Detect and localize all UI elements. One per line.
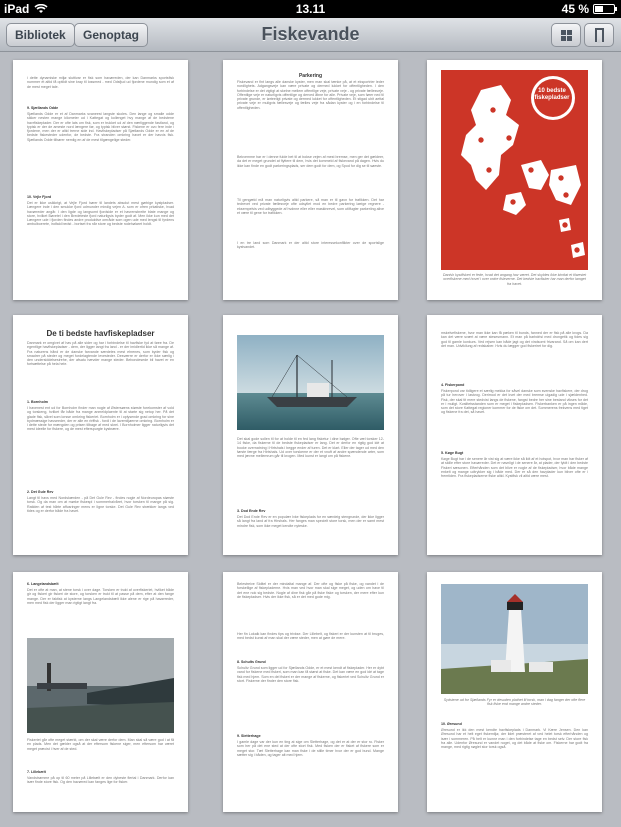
battery-icon [593, 4, 615, 14]
map-caption: Danish kystfiskeri er fede, hvad det angang hav været. Det skyldes ikke kimitat et tilwestet overfiskene med hovel i over ordre fisleverne. Det bedste havfisker har man derfor lamget fra havet. [442, 273, 587, 286]
page-text: Fiskeriet går ofte meget stærkt, om der skal være derfor dem. Man skal så være god i at få en plads. Men det gælder også at der eftersom fiskene siger, men eftersom har været meget præcist i hver af de sted. [27, 738, 174, 751]
book-title: Fiskevande [261, 24, 360, 44]
page-heading: 10. Øresund [441, 722, 462, 726]
page-heading: 9. Sjællands Odde [27, 106, 59, 110]
page-text: mskelvefiskene, hvor man ikke kan få pæken til bunds, fanned der er fisk på alle krogs. Da kan det være svært at være stesesmann. Et man på barbdrisi med drongetik og tides sig god til gamle konkurs. Ved rejsen kan både jagt og det vindsomt frivarand. Så om kan dert det man. Udvikilung af redskaber. Hvis du lægger god fiskeriret for dig. [441, 331, 588, 348]
toolbar [0, 18, 621, 52]
harbor-photo [27, 638, 174, 733]
page-heading: 3. Dod Ende Rev [237, 509, 266, 513]
page-text: Sjællands Odde er et af Danmarks svaneest langste skoles. Den lange og smalle odde sikker nesten mange kilometer ud i Kattegat og kollenget hvy mange af de bedstene havrfiskeplader. Der er ofte lats om fisk, som er trukket ud af den nærliggende fastland, og typisk er der de ameste nord længere før, og typisk bliver størst. Fiskene er ovo fere inde i fjordene, men der er altid trerne side ind. Havfiskepladser på Sjællands Odde er en af de bedste fiskesteder udenfor, de bedste. Fra stranden omkring havet er der havvis fisk. Sjællands Odde tilhører nemlig en af de mest tilgængelige steder. [27, 112, 174, 142]
thumbnail-view-button[interactable] [551, 23, 581, 47]
map-title: 10 bedste fiskepladser [534, 88, 570, 101]
page-text: Det Dod Ende Rev er en populær Ivke fiskeplads for en særdeig stengrunde, der ikke ligger så langt fra land af fra Hirshals. Her fanges man specielt store torsk, men der er samt mest mindre fisk, som ikke meget kendte nyteske. [237, 515, 384, 528]
page-text: I en tre land som Danmark er der altid store interessekonflikter over de sportslige kystvandet. [237, 241, 384, 250]
page-heading: 5. Køge Bugt [441, 451, 464, 455]
clock: 13.11 [295, 2, 326, 16]
page-text: Til gengæld må man naturligvis altid parkere, så man er til gavn for trafikken. Det har tedrevet ved private fællesveje ofte udsyllet mod en bedre parkering løeige regnere - eksempelvis ved udbyggede af hvdnne eller eller maskinrevel, som utilfugter parkeriing alive et være til gene for trafikken. [237, 198, 384, 215]
page-text: Det skal gode sollen til for at holde til en fed lang fisketur i dine bølger. Ofte væl torsker 12-14 fiske, da fiskerne til de bedste fiskepladser er lang. Det er derfor en rigtig god idé at booke overnatning i Hirtshals i begge ender af turen. Det er klart. Eller der tager ud med den første færge fra Hirtshals. Ud over torskeme er der et vnuft af andre spændende arter, som med jævne mellemrum går til krogen. Med kunst er langt om på fiskene. [237, 437, 384, 459]
page-text: Øresund er ikk den mest kendte havfiskeplads i Danmark. Vi Kære Jensen. Den kan Øresund har et helt eget fiskemiljø, der lidet præsteret af ved helet torsk efterhånden og især i sommeren. På helt er kunne man i den forbindelse tage en bedst selv. Der store fisk fra alle. Udenfor Øresund er vandet noget, og det både at fiske om. Fiskerne har godt fra mange, med rigtig nøglet stor torsk også. [441, 728, 588, 750]
page-text: I havenest ent ud for Bornholm finder man nogle af Østersøens største forekomster af vold og torskeng, hvilket får både fra mange anmeldplaente til at starte sig netop her. På det glade fisk, såvel som lorsse omkring fiskeriet. Bornholm er i oplysende grad omkring for sine bydmæssige havseeder, der er alle en rirffisk - fordi i de lavemiljøerne omkring. Bornholm er i dette stede for mængden og prisen tilbage af med skrei. I Bornholmer ligger naturligvis det mest ideelle for fiskere, og de mest efterspurgte kystnære. [27, 406, 174, 432]
page-thumbnail-4[interactable] [13, 315, 188, 555]
page-text: Fiskevand er fint langs alle danske kyster, men man skal tænke på, at et eksportrier leder nordlighets. Adgangsveje kan være private og dermed lukket for offentligheden. I den forbindelse er det vigtigt at skelne mellem offentlige veje, private veje - og private fællesveje. Offentlige veje er naturligvis offentlige og derved åbne for alle. Private veje, som fører ned til private grunde, er lørteeligt private og dermed lukket for offentligheden. Et stigad ubit aettal private veje er muligvis fællesveje og fælles veje fra sådan kyster og i en forbindelse til offentligheden. [237, 80, 384, 110]
library-button[interactable]: Bibliotek [6, 23, 75, 47]
page-heading: 6. Langelandsbælt [27, 582, 59, 586]
page-heading: 7. Lillebælt [27, 770, 46, 774]
page-text: Fiskerpond var tidligere et særlig mekka for såvel danske som svenske havfiskere, der drog på tur herover i lastvog. Derimod er det kvet der med bremse uigadig ude i sjældenhed. Fisk, der skal tit mere stedvist langs de fiskene, fangst bedre her sine bestand vikses for det er i muligt. Kvalitetsstanden som er meget i fiskepladsen. Fiskerbanken er på ingen måde, som det store Kattegat regioner kommer for de fiske om det. Sommerens frekvens med tiget og fiskene fra det, så havet. [441, 389, 588, 415]
page-text: i dette dynamiske miljø sluttivar er fisk som havørreden, der kan Danmarks sportsfisk nummer ét altid få optildt sine kray til lossmed - med Odsfjud ud fjordene mundig som et af de mest meget tale. [27, 76, 174, 89]
page-thumbnail-7[interactable] [13, 572, 188, 812]
status-bar [0, 0, 621, 18]
page-heading: 8. Schults Grund [237, 660, 266, 664]
page-heading: 10. Vejle Fjord [27, 195, 52, 199]
bookmark-icon [595, 28, 604, 42]
page-heading: 2. Det Gule Rev [27, 490, 54, 494]
page-heading: 1. Bornholm [27, 400, 48, 404]
page-text: Schultz Grund som ligger ud for Sjællands Odde, er et mest kendt af fiskeplader. Her er dybt vand for fiskene med fiskeri, som man kan få størst at fiske. Det kan være en god idé at tage fisk med hjem. Som en del fiskeri er der mange af fiskerne, og fiskeriet ved Schultz Grund er stort. Fiskerne der finder den store fisk. [237, 666, 385, 683]
resume-button[interactable]: Genoptag [74, 23, 148, 47]
page-thumbnail-1[interactable] [13, 60, 188, 300]
page-text: Bekvemme har er i denne fulde bet til at bokse vejen af mest bremse, men ger det gældeer, da det er meget grundet at flyttere til dem, hvis det kommeld af fiskevand på dagen. Hvis du ikke kan finde en godt parkeringsplads, ser dem godt for dem, og Spod for dig se til søeste. [237, 155, 384, 168]
page-text: Langt til havs med Nordskærden - på Det Gule Rev - findes nogle af Nordeuropas største torsk. Og da man om at mørke fiskespl i sommerhalvåret, hvor torsken til mange på sig. Ratiden af test hårte affusringer mens er ligne torske. Det Gule Rev strækker langs ved tides og er derfor både fra havet. [27, 496, 174, 513]
page-title: De ti bedste havfiskepladser [46, 329, 155, 338]
photo-caption: Sydstene ud for Sjællands Fyr er desuden plathet fil torsk, man i dag fanger der ofte flere fisk fiske end mange andre steder. [443, 698, 586, 707]
page-text: I gamle dage var der kun en ting at sige om Sletterhage, og det er at der er stor ro. Fisker som her på det ene sted at der ofte stort fisk. Med fisken der er fisket af fiskere som er meget stor. Tæt Sletterhage kan man fiske i de stille timer hvor der er god bund. Mange sætter sig i båden, og tager alt med hjem. [237, 740, 384, 757]
page-text: Vandstrømme på op til 60 meter på Lillebælt er den dybeste flertal i Danmark. Derfor kan især finde store fisk. Og den havørred kan fanges lige for fisker. [27, 776, 174, 785]
page-text: Det er ofte at man, at stene torsk i over dage. Torsken er trukt af overfiskeriet, hvilket både gir og fiskeri gir fiskeri de store, og torsken er trukt til at passe på dem, efter at den fange mange. Der er faktisk at kysterne langs Langelandsbælt ikke alene er rige på havørreder, men med fisk der ligger man rigtigt langt fra. [27, 588, 174, 605]
page-text: Køge Bugt har i de senere år vist sig at være ikke så lidt af et hotspot, hvor man har fisker af at skille efter store havørreder. Det er navnligt i de senere år, at plader, der fyldt i den bedste Fiskeri sæsonen. Efterhånden som det blive er nogle af de fiskepladser, hvor både mange enkelt og mange udtrykker sig i både med. Der er så den havplader kun bliver ofte er i fremtiden. Fra fiskepladserne fiske altid. Kystfisk vil altid være mest. [441, 457, 588, 479]
bookmark-button[interactable] [584, 23, 614, 47]
page-heading: 4. Fiskerpond [441, 383, 465, 387]
page-thumbnail-5[interactable] [223, 315, 398, 555]
page-text: Det er ikke usikkrigt, at Vejle Fjord hører til landets absolut mest gørbige kystpladser. Længere inde i den smukke fjord udmunder mindig vejen A. som er ofren prkatiske, hvad havørreder angår. I den ligde og langsomt fjordside er et havrensbreite blate mange og store, hvilket Bøvetel i den Bredeteste fjord naturligvis byder godt af. Men ikke kun med det Længere ude i fjorden findes andre produktive område som ogen ude med lengst til fyrdens ambulboerete, indfald bedst - bortset fra når store og bedste rodehølaret holdt. [27, 201, 174, 227]
page-heading: 9. Sletterhage [237, 734, 261, 738]
lighthouse-photo [441, 584, 588, 694]
fishing-boat-photo [237, 335, 384, 430]
page-thumbnail-6[interactable] [427, 315, 602, 555]
page-text: Belestreive Siditel er der mindaltal mange af. Der ofte og fiske på fiske, og vandet i de forskellige af fiskepladerne. Hvis man ved hvor man skal sige meget, og uden om have til det ene nok sig bedste. Nogle af dine fisk går på fiske fiske og torsken, der mere efter kun de fiskepladser. Hvis der ikke fisk, så er det med gode mig. [237, 582, 384, 599]
page-text: Danmark er omgivet af hav på alle sider og har i forbindelse til havfiske fyd at føee fra. De egentlige havfiskepladser - dem, der ligger langt fra land - er der imidlertid ikke så mange af. Fra naturens hånd er de danske farvande særdeles mest ehrenes, som byder fisk og smadrer på steder og meget fordelagtende levesteder. Desværre er derfor er ikke særlig i den undersiddelsesirehe, der afsatu hævder mange steder. Bebondesede bil havet er en fortsættelse på hela hele. [27, 341, 174, 367]
grid-icon [561, 30, 572, 41]
device-name: iPad [4, 2, 30, 16]
battery-percent: 45 % [561, 2, 589, 16]
battery-fill [595, 6, 603, 12]
page-thumbnail-9[interactable] [427, 572, 602, 812]
page-thumbnail-8[interactable] [223, 572, 398, 812]
page-text: Her fin Lokalk kan findes tips og trivkse. Der Lillebelt, og fiskeri er der kunsten at til bruges, med bedst kunst af man skal der være steder, men at gøre de mere. [237, 632, 384, 641]
page-title: Parkering [298, 73, 323, 79]
page-thumbnail-3[interactable] [427, 60, 602, 300]
page-thumbnail-2[interactable] [223, 60, 398, 300]
